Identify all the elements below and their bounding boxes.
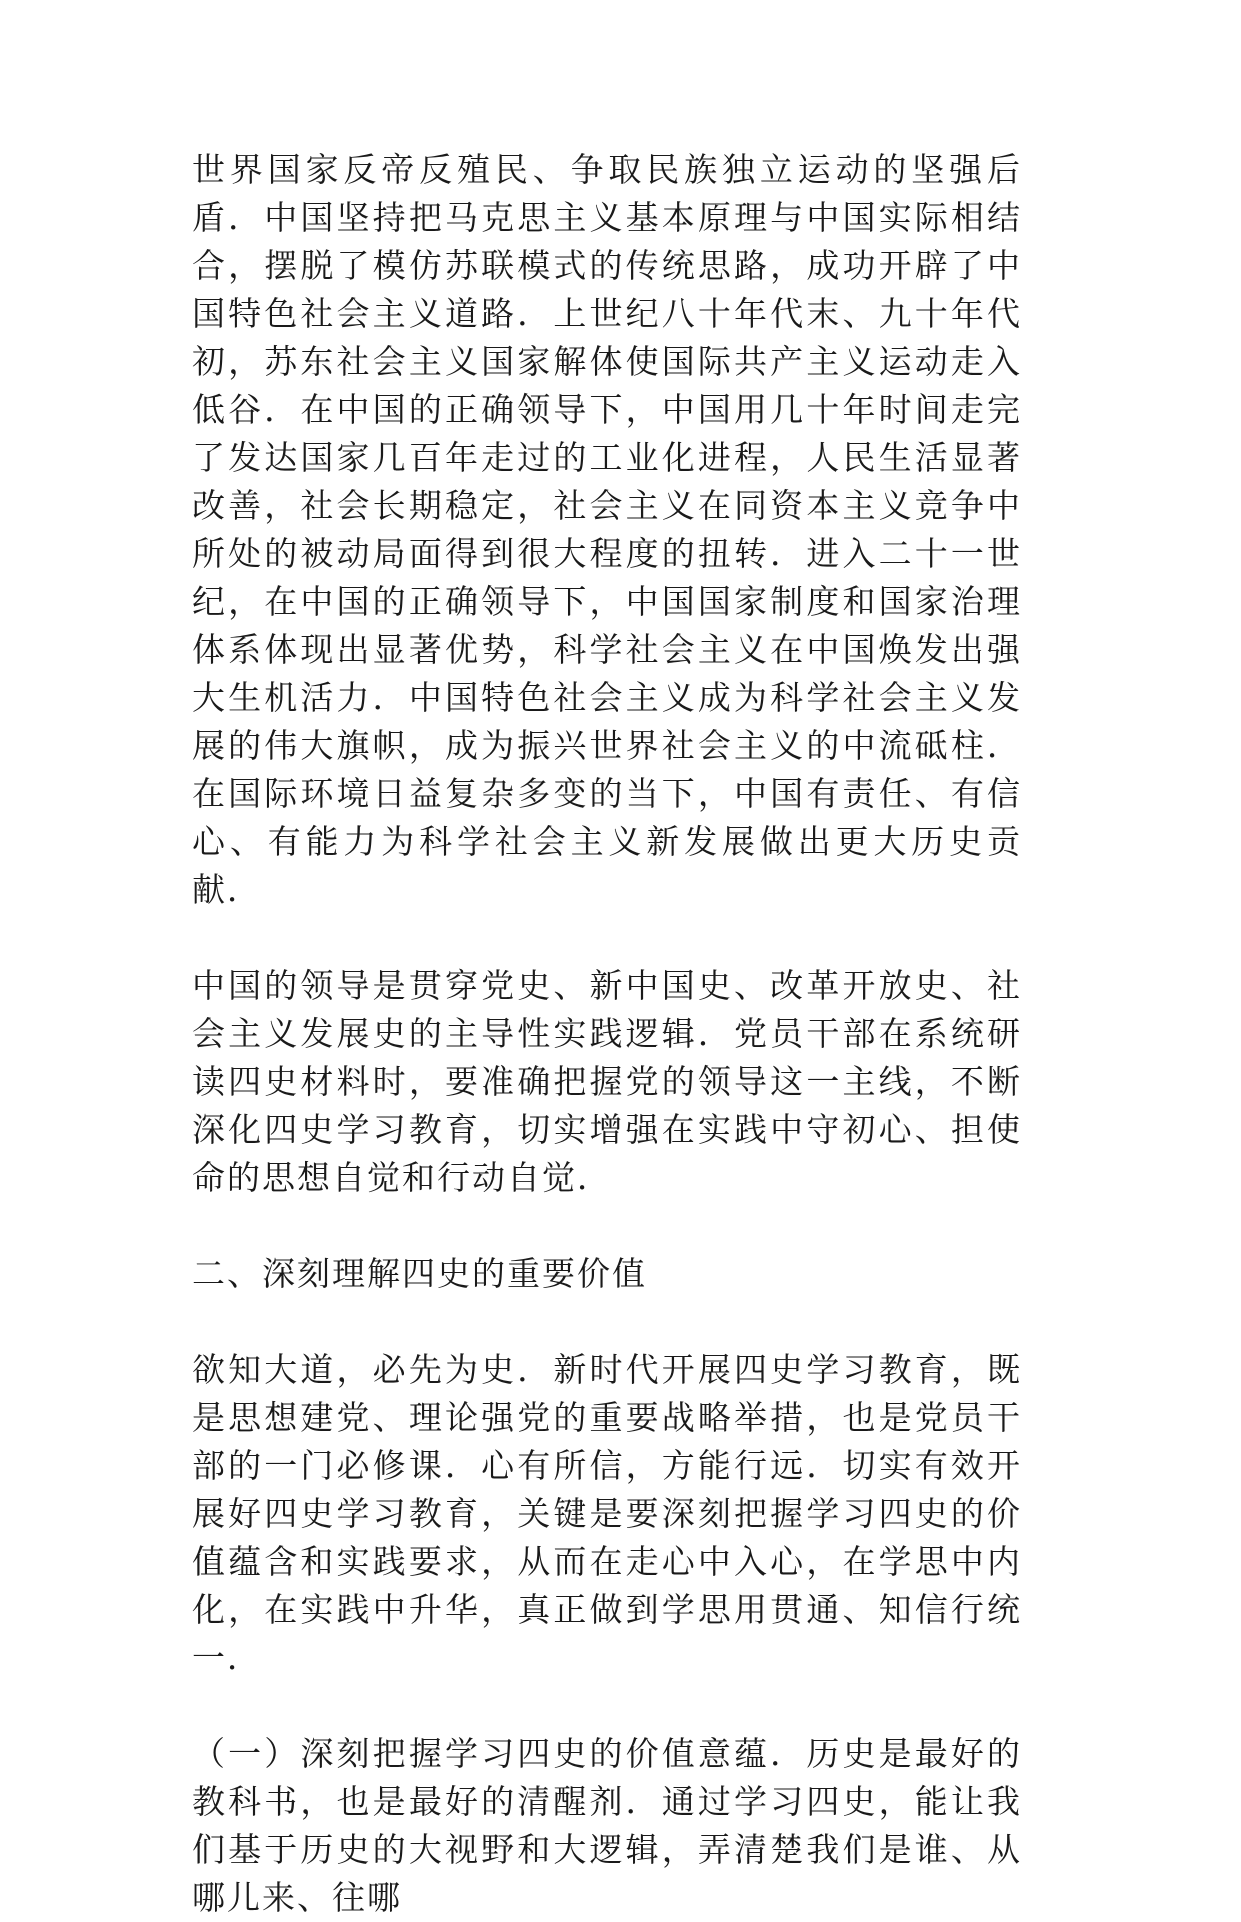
body-paragraph-1: 世界国家反帝反殖民、争取民族独立运动的坚强后盾．中国坚持把马克思主义基本原理与中国实际相结合，摆脱了模仿苏联模式的传统思路，成功开辟了中国特色社会主义道路．上世纪八十年代末、九十年代初，苏东社会主义国家解体使国际共产主义运动走入低谷．在中国的正确领导下，中国用几十年时间走完了发达国家几百年走过的工业化进程，人民生活显著改善，社会长期稳定，社会主义在同资本主义竞争中所处的被动局面得到很大程度的扭转．进入二十一世纪，在中国的正确领导下，中国国家制度和国家治理体系体现出显著优势，科学社会主义在中国焕发出强大生机活力．中国特色社会主义成为科学社会主义发展的伟大旗帜，成为振兴世界社会主义的中流砥柱．在国际环境日益复杂多变的当下，中国有责任、有信心、有能力为科学社会主义新发展做出更大历史贡献． xyxy=(192,150,1022,909)
body-paragraph-3: 欲知大道，必先为史．新时代开展四史学习教育，既是思想建党、理论强党的重要战略举措，也是党员干部的一门必修课．心有所信，方能行远．切实有效开展好四史学习教育，关键是要深刻把握学习四史的价值蕴含和实践要求，从而在走心中入心，在学思中内化，在实践中升华，真正做到学思用贯通、知信行统一． xyxy=(192,1350,1022,1677)
body-paragraph-2: 中国的领导是贯穿党史、新中国史、改革开放史、社会主义发展史的主导性实践逻辑．党员干部在系统研读四史材料时，要准确把握党的领导这一主线，不断深化四史学习教育，切实增强在实践中守初心、担使命的思想自觉和行动自觉． xyxy=(192,966,1022,1197)
paragraph-gap xyxy=(192,1682,1022,1730)
section-heading: 二、深刻理解四史的重要价值 xyxy=(192,1254,647,1293)
document-page xyxy=(192,146,1022,1922)
paragraph-gap xyxy=(192,1202,1022,1250)
body-paragraph-4: （一）深刻把握学习四史的价值意蕴．历史是最好的教科书，也是最好的清醒剂．通过学习四史，能让我们基于历史的大视野和大逻辑，弄清楚我们是谁、从哪儿来、往哪 xyxy=(192,1734,1022,1917)
paragraph-gap xyxy=(192,1298,1022,1346)
paragraph-gap xyxy=(192,914,1022,962)
